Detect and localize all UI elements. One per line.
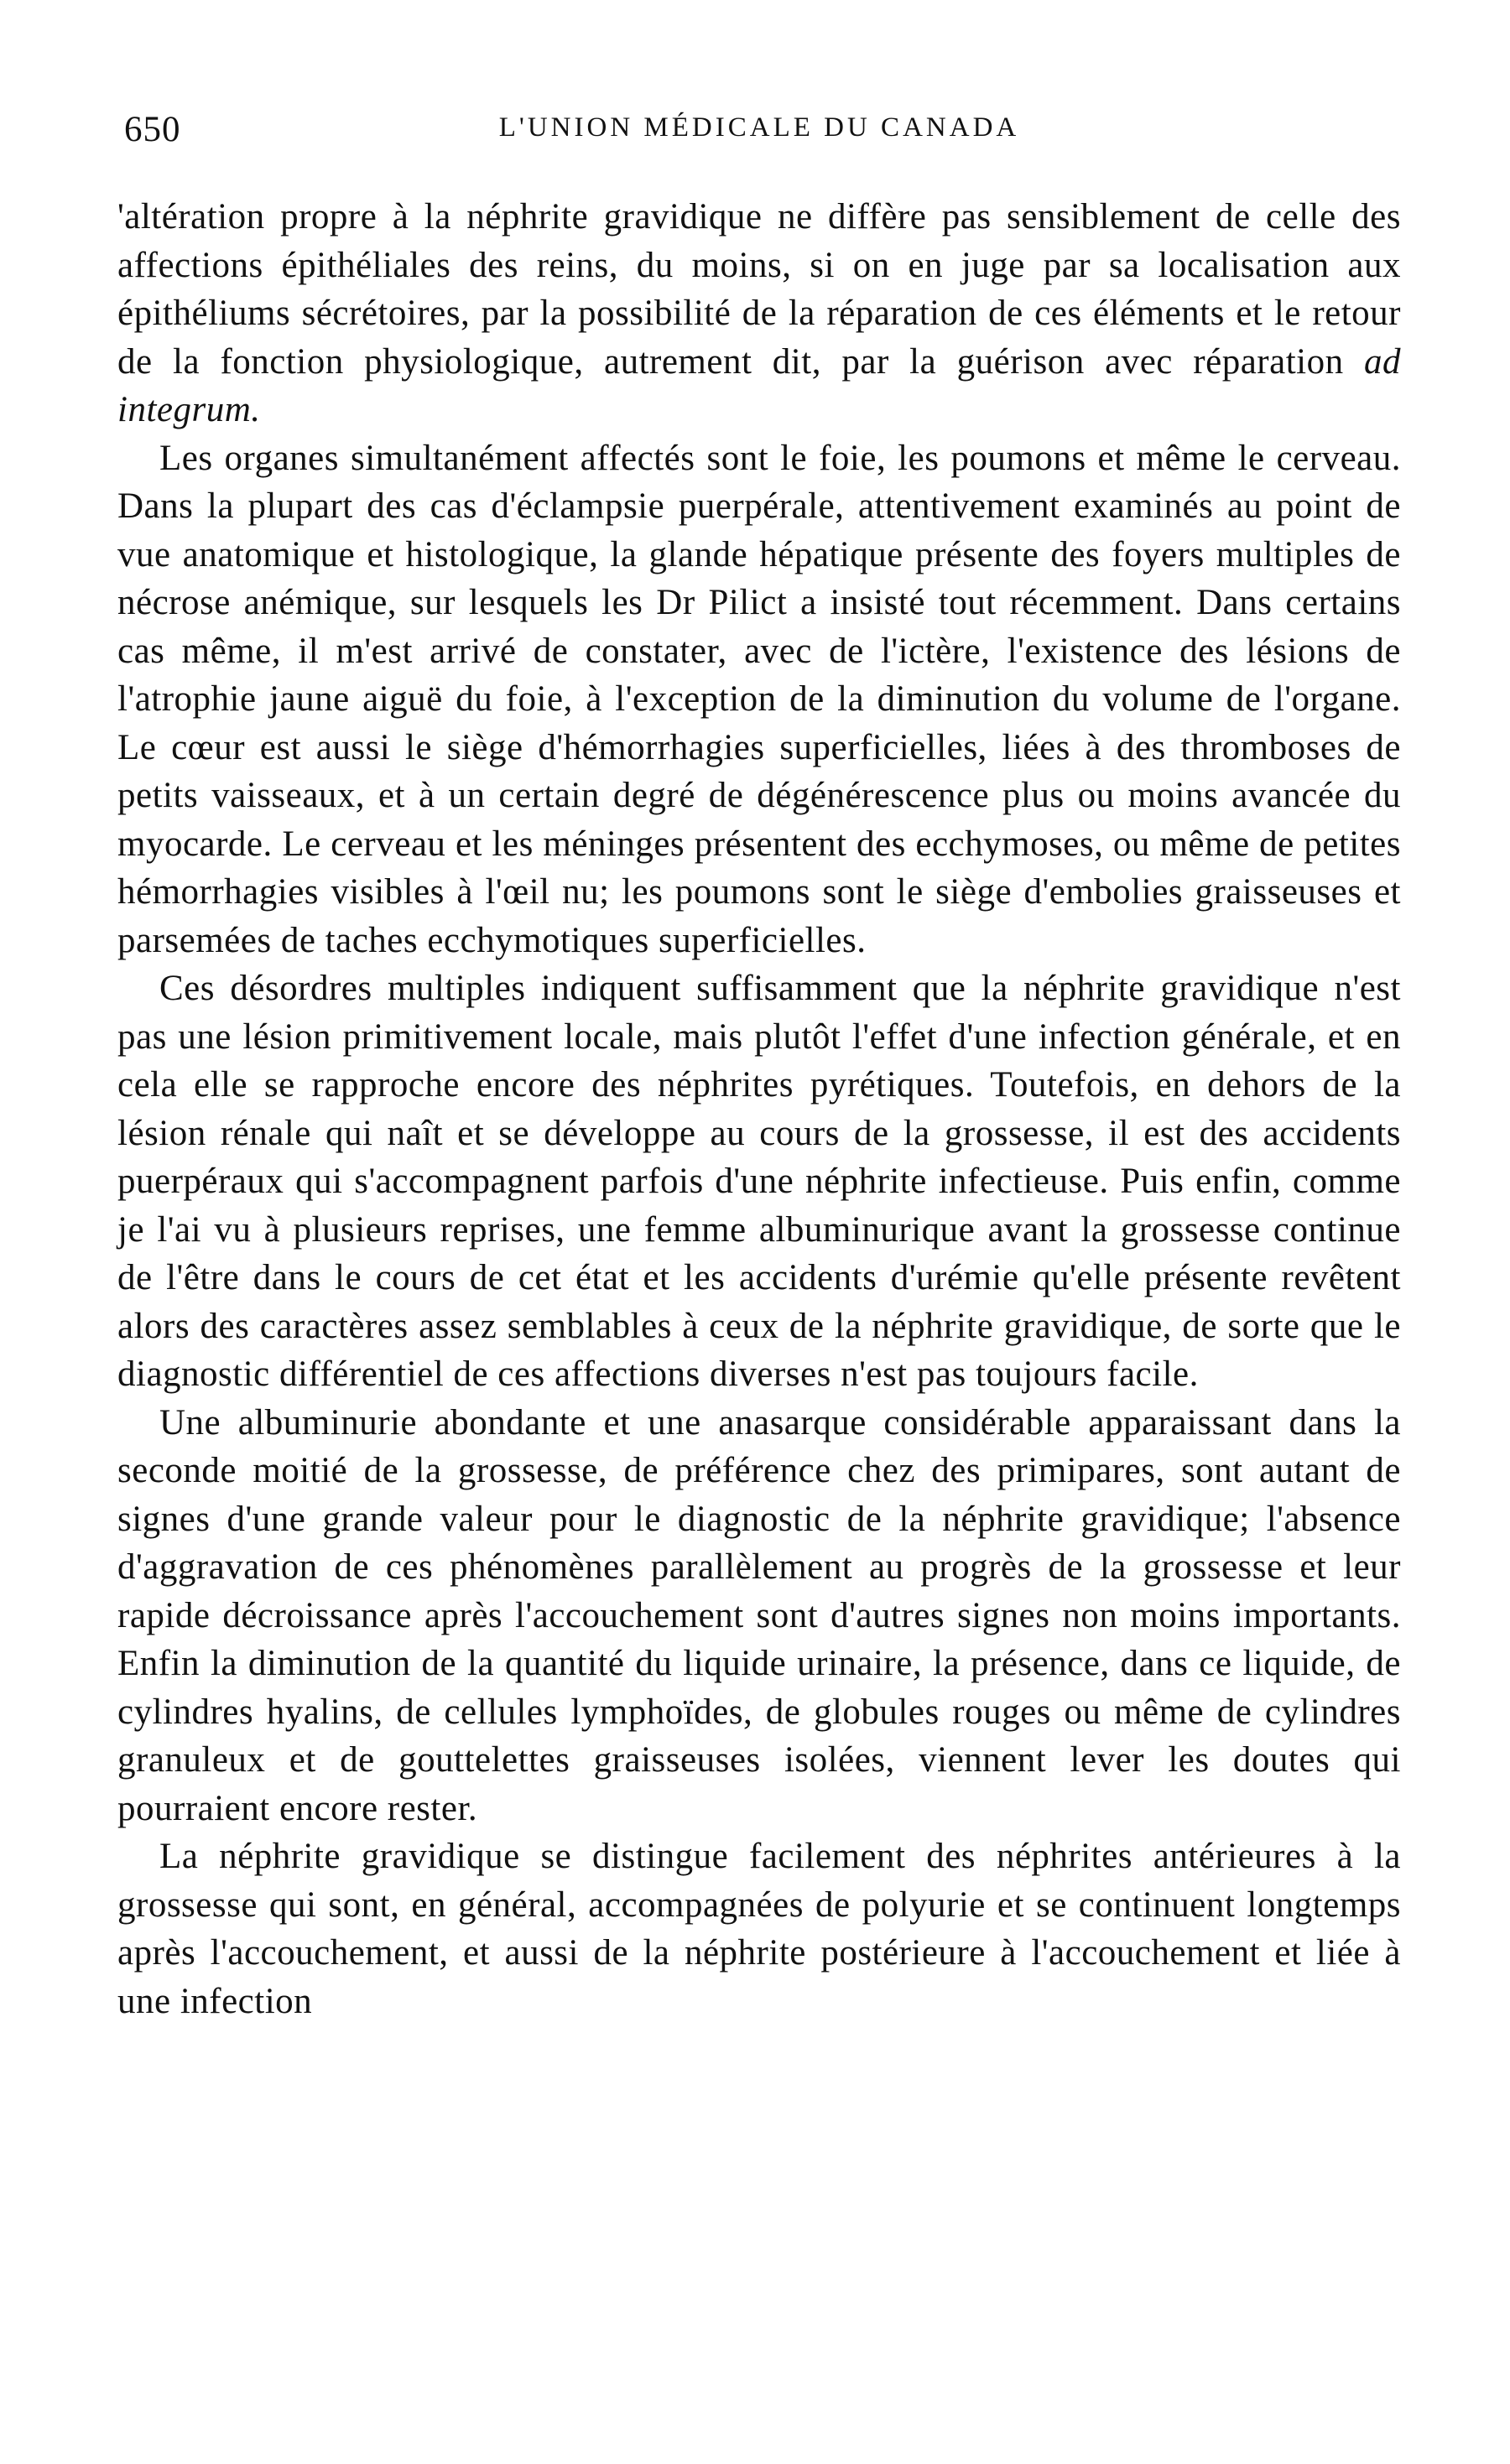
paragraph-1-text: 'altération propre à la néphrite gravidique ne diffère pas sensiblement de celle des affections épithéliales des reins, du moins, si on en juge par sa localisation aux épithéliums sécrétoires, par la possibilité de la réparation de ces éléments et le retour de la fonction physiologique, autrement dit, par la guérison avec réparation (117, 197, 1401, 382)
body-text (117, 193, 1401, 2025)
page-header (117, 109, 1401, 159)
paragraph-1-italic: ad integrum. (117, 341, 1402, 429)
paragraph-5: La néphrite gravidique se distingue facilement des néphrites antérieures à la grossesse qui sont, en général, accompagnées de polyurie et se continuent longtemps après l'accouchement, et aussi de la néphrite postérieure à l'accouchement et liée à une infection (117, 1837, 1401, 2021)
page-number: 650 (124, 110, 181, 149)
paragraph-3: Ces désordres multiples indiquent suffisamment que la néphrite gravidique n'est pas une lésion primitivement locale, mais plutôt l'effet d'une infection générale, et en cela elle se rapproche encore des néphrites pyrétiques. Toutefois, en dehors de la lésion rénale qui naît et se développe au cours de la grossesse, il est des accidents puerpéraux qui s'accompagnent parfois d'une néphrite infectieuse. Puis enfin, comme je l'ai vu à plusieurs reprises, une femme albuminurique avant la grossesse continue de l'être dans le cours de cet état et les accidents d'urémie qu'elle présente revêtent alors des caractères assez semblables à ceux de la néphrite gravidique, de sorte que le diagnostic différentiel de ces affections diverses n'est pas toujours facile. (117, 969, 1401, 1394)
paragraph-2: Les organes simultanément affectés sont le foie, les poumons et même le cerveau. Dans la plupart des cas d'éclampsie puerpérale, attentivement examinés au point de vue anatomique et histologique, la glande hépatique présente des foyers multiples de nécrose anémique, sur lesquels les Dr Pilict a insisté tout récemment. Dans certains cas même, il m'est arrivé de constater, avec de l'ictère, l'existence des lésions de l'atrophie jaune aiguë du foie, à l'exception de la diminution du volume de l'organe. Le cœur est aussi le siège d'hémorrhagies superficielles, liées à des thromboses de petits vaisseaux, et à un certain degré de dégénérescence plus ou moins avancée du myocarde. Le cerveau et les méninges présentent des ecchymoses, ou même de petites hémorrhagies visibles à l'œil nu; les poumons sont le siège d'embolies graisseuses et parsemées de taches ecchymotiques superficielles. (117, 438, 1401, 960)
document-page (117, 109, 1401, 2025)
paragraph-4: Une albuminurie abondante et une anasarque considérable apparaissant dans la seconde moitié de la grossesse, de préférence chez des primipares, sont autant de signes d'une grande valeur pour le diagnostic de la néphrite gravidique; l'absence d'aggravation de ces phénomènes parallèlement au progrès de la grossesse et leur rapide décroissance après l'accouchement sont d'autres signes non moins importants. Enfin la diminution de la quantité du liquide urinaire, la présence, dans ce liquide, de cylindres hyalins, de cellules lymphoïdes, de globules rouges ou même de cylindres granuleux et de gouttelettes graisseuses isolées, viennent lever les doutes qui pourraient encore rester. (117, 1402, 1401, 1828)
paragraph-1 (117, 193, 1401, 434)
running-title: L'UNION MÉDICALE DU CANADA (498, 112, 1020, 143)
